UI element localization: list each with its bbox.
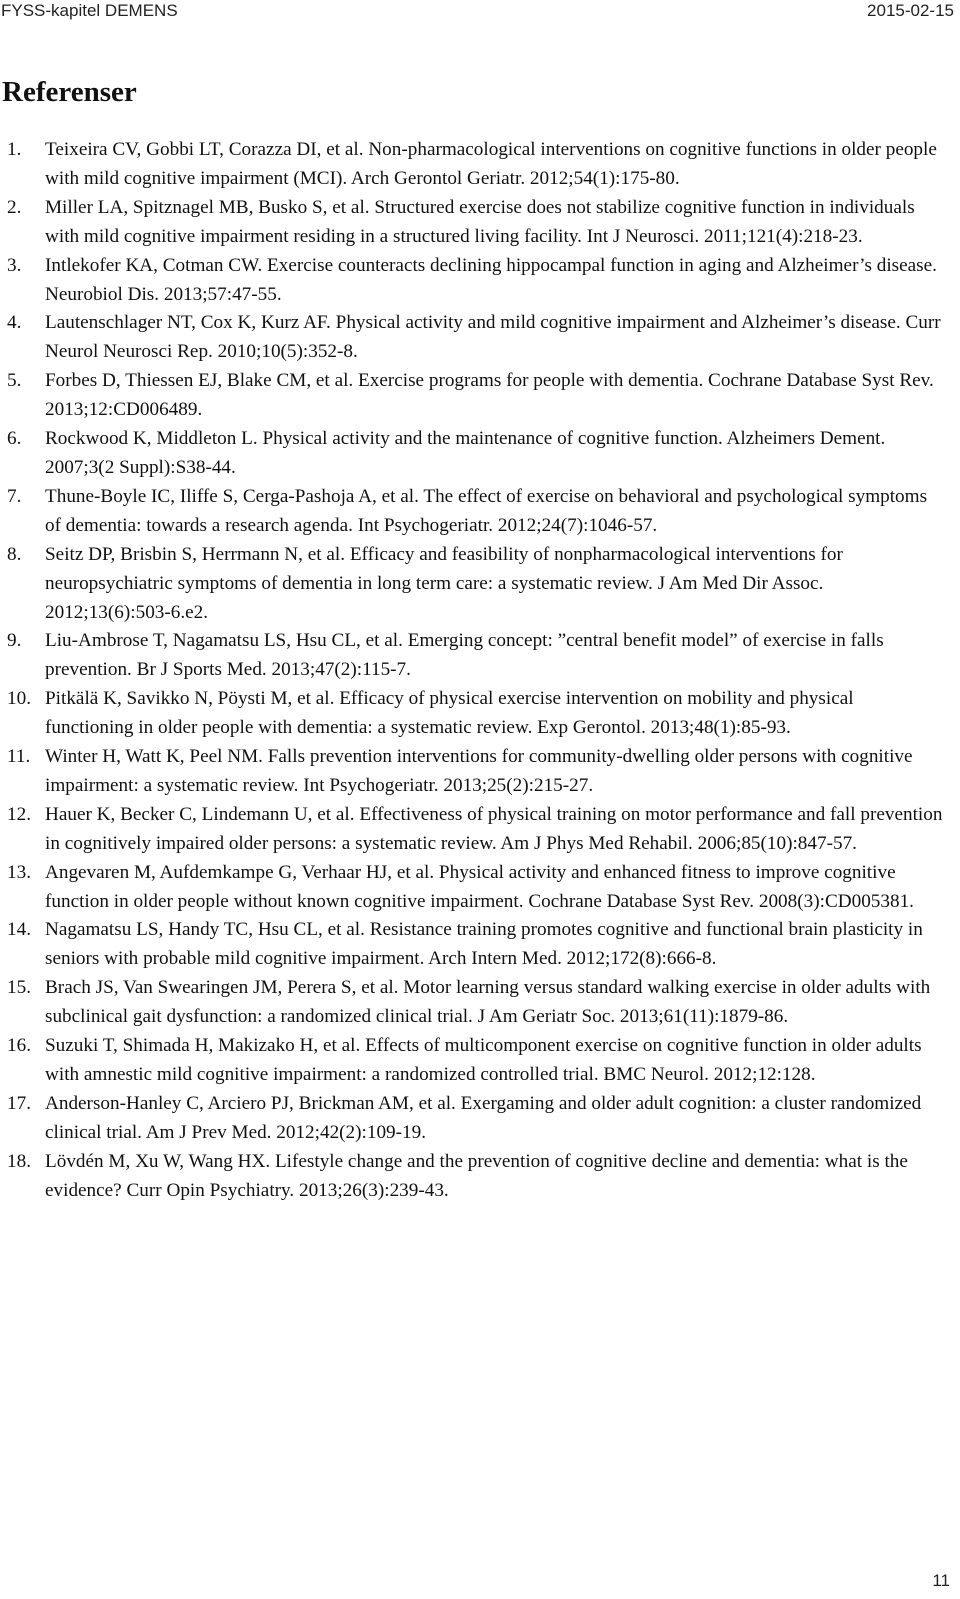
reference-item: [0, 136, 950, 194]
reference-item: [0, 194, 950, 252]
reference-number: 5.: [7, 370, 22, 392]
reference-text: Liu-Ambrose T, Nagamatsu LS, Hsu CL, et al. Emerging concept: ”central benefit model” of exercise in falls prevention. Br J Sports Med. 2013;47(2):115-7.: [45, 630, 884, 681]
reference-item: [0, 541, 950, 628]
reference-number: 11.: [7, 746, 31, 768]
reference-item: [0, 916, 950, 974]
reference-number: 17.: [7, 1092, 31, 1114]
reference-item: [0, 743, 950, 801]
reference-text: Pitkälä K, Savikko N, Pöysti M, et al. Efficacy of physical exercise intervention on mobility and physical functioning in older people with dementia: a systematic review. Exp Gerontol. 2013;48(1):85-93.: [45, 688, 854, 739]
reference-item: [0, 309, 950, 367]
reference-number: 3.: [7, 254, 22, 276]
reference-text: Seitz DP, Brisbin S, Herrmann N, et al. Efficacy and feasibility of nonpharmacological interventions for neuropsychiatric symptoms of dementia in long term care: a systematic review. J Am Med Dir Assoc. 2012;13(6):503-6.e2.: [45, 543, 843, 623]
reference-item: [0, 1148, 950, 1206]
reference-item: [0, 252, 950, 310]
document-date: 2015-02-15: [867, 1, 954, 20]
reference-item: [0, 801, 950, 859]
reference-text: Lövdén M, Xu W, Wang HX. Lifestyle change and the prevention of cognitive decline and dementia: what is the evidence? Curr Opin Psychiatry. 2013;26(3):239-43.: [45, 1150, 908, 1201]
reference-number: 18.: [7, 1150, 31, 1172]
reference-number: 6.: [7, 428, 22, 450]
reference-text: Intlekofer KA, Cotman CW. Exercise counteracts declining hippocampal function in aging and Alzheimer’s disease. Neurobiol Dis. 2013;57:47-55.: [45, 254, 937, 305]
reference-item: [0, 1090, 950, 1148]
reference-item: [0, 1032, 950, 1090]
section-heading: Referenser: [2, 76, 137, 108]
document-title: FYSS-kapitel DEMENS: [1, 1, 178, 20]
reference-number: 12.: [7, 803, 31, 825]
reference-number: 14.: [7, 919, 31, 941]
reference-number: 9.: [7, 630, 22, 652]
reference-number: 15.: [7, 977, 31, 999]
reference-text: Hauer K, Becker C, Lindemann U, et al. Effectiveness of physical training on motor performance and fall prevention in cognitively impaired older persons: a systematic review. Am J Phys Med Rehabil. 2006;85(10):847-57.: [45, 803, 943, 854]
reference-list: [0, 136, 950, 1206]
reference-text: Nagamatsu LS, Handy TC, Hsu CL, et al. Resistance training promotes cognitive and functional brain plasticity in seniors with probable mild cognitive impairment. Arch Intern Med. 2012;172(8):666-8.: [45, 919, 923, 970]
reference-number: 8.: [7, 543, 22, 565]
reference-text: Teixeira CV, Gobbi LT, Corazza DI, et al. Non-pharmacological interventions on cognitive functions in older people with mild cognitive impairment (MCI). Arch Gerontol Geriatr. 2012;54(1):175-80.: [45, 139, 937, 189]
reference-number: 4.: [7, 312, 22, 334]
reference-item: [0, 859, 950, 917]
reference-text: Thune-Boyle IC, Iliffe S, Cerga-Pashoja A, et al. The effect of exercise on behavioral and psychological symptoms of dementia: towards a research agenda. Int Psychogeriatr. 2012;24(7):1046-57.: [45, 485, 928, 536]
reference-number: 1.: [7, 139, 22, 160]
reference-text: Anderson-Hanley C, Arciero PJ, Brickman AM, et al. Exergaming and older adult cognition: a cluster randomized clinical trial. Am J Prev Med. 2012;42(2):109-19.: [45, 1092, 922, 1143]
reference-text: Lautenschlager NT, Cox K, Kurz AF. Physical activity and mild cognitive impairment and Alzheimer’s disease. Curr Neurol Neurosci Rep. 2010;10(5):352-8.: [45, 312, 941, 363]
reference-number: 7.: [7, 485, 22, 507]
reference-item: [0, 425, 950, 483]
page-number: 11: [932, 1571, 950, 1590]
reference-text: Angevaren M, Aufdemkampe G, Verhaar HJ, et al. Physical activity and enhanced fitness to improve cognitive function in older people without known cognitive impairment. Cochrane Database Syst Rev. 2008(3):CD005381.: [45, 861, 914, 912]
reference-item: [0, 483, 950, 541]
reference-item: [0, 685, 950, 743]
reference-item: [0, 367, 950, 425]
reference-text: Winter H, Watt K, Peel NM. Falls prevention interventions for community-dwelling older persons with cognitive impairment: a systematic review. Int Psychogeriatr. 2013;25(2):215-27.: [45, 746, 913, 796]
reference-number: 2.: [7, 196, 22, 218]
page-header: [0, 0, 960, 24]
reference-number: 13.: [7, 861, 31, 883]
reference-text: Rockwood K, Middleton L. Physical activity and the maintenance of cognitive function. Alzheimers Dement. 2007;3(2 Suppl):S38-44.: [45, 428, 886, 478]
reference-text: Miller LA, Spitznagel MB, Busko S, et al. Structured exercise does not stabilize cognitive function in individuals with mild cognitive impairment residing in a structured living facility. Int J Neurosci. 2011;121(4):218-23.: [45, 196, 915, 247]
reference-text: Forbes D, Thiessen EJ, Blake CM, et al. Exercise programs for people with dementia. Cochrane Database Syst Rev. 2013;12:CD006489.: [45, 370, 934, 421]
reference-number: 10.: [7, 688, 31, 710]
reference-text: Brach JS, Van Swearingen JM, Perera S, et al. Motor learning versus standard walking exercise in older adults with subclinical gait dysfunction: a randomized clinical trial. J Am Geriatr Soc. 2013;61(11):1879-86.: [45, 977, 931, 1028]
reference-number: 16.: [7, 1035, 31, 1057]
reference-item: [0, 974, 950, 1032]
reference-item: [0, 627, 950, 685]
reference-text: Suzuki T, Shimada H, Makizako H, et al. Effects of multicomponent exercise on cognitive function in older adults with amnestic mild cognitive impairment: a randomized controlled trial. BMC Neurol. 2012;12:128.: [45, 1035, 922, 1085]
